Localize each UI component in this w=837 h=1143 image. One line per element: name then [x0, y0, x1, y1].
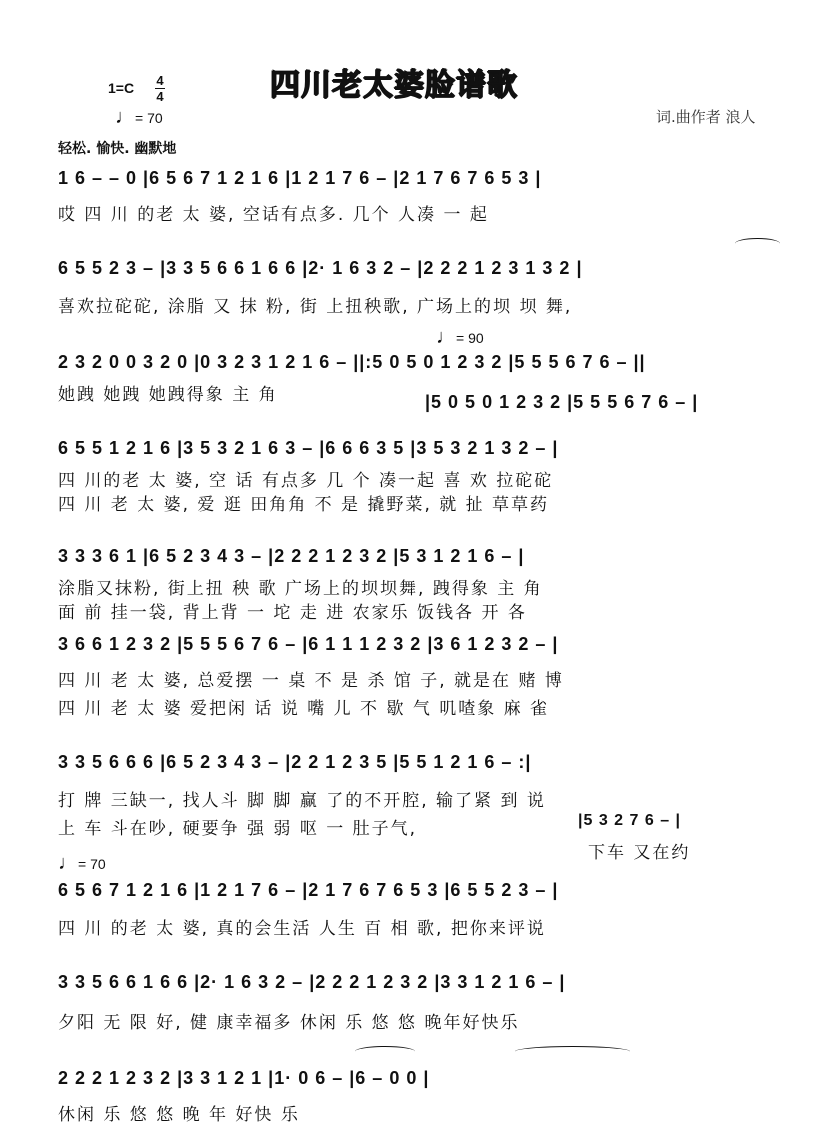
- notation-line-9: 3 3 5 6 6 1 6 6 |2· 1 6 3 2 – |2 2 2 1 2 3 2 |3 3 1 2 1 6 – |: [58, 972, 566, 992]
- tempo-marking-change-1: ♩= 90: [436, 326, 484, 348]
- notation-line-8: 6 5 6 7 1 2 1 6 |1 2 1 7 6 – |2 1 7 6 7 6 5 3 |6 5 5 2 3 – |: [58, 880, 559, 900]
- lyrics-line-2: 喜欢拉砣砣, 涂脂 又 抹 粉, 街 上扭秧歌, 广场上的坝 坝 舞,: [58, 297, 573, 317]
- time-signature: [155, 74, 165, 103]
- notation-line-2: 6 5 5 2 3 – |3 3 5 6 6 1 6 6 |2· 1 6 3 2 – |2 2 2 1 2 3 1 3 2 |: [58, 258, 583, 278]
- time-signature-bottom: 4: [156, 89, 164, 104]
- tempo-marking-initial: ♩= 70: [115, 106, 163, 128]
- notation-line-6: 3 6 6 1 2 3 2 |5 5 5 6 7 6 – |6 1 1 1 2 3 2 |3 6 1 2 3 2 – |: [58, 634, 559, 654]
- lyrics-line-8: 四 川 的老 太 婆, 真的会生活 人生 百 相 歌, 把你来评说: [58, 919, 546, 939]
- quarter-note-icon: ♩: [436, 326, 456, 348]
- page-title: 四川老太婆脸谱歌: [270, 68, 518, 103]
- key-signature: 1=C: [108, 80, 135, 96]
- lyrics-line-5b: 面 前 挂一袋, 背上背 一 坨 走 进 农家乐 饭钱各 开 各: [58, 603, 527, 623]
- lyrics-line-10: 休闲 乐 悠 悠 晚 年 好快 乐: [58, 1105, 300, 1125]
- time-signature-top: 4: [156, 73, 164, 88]
- lyrics-line-5a: 涂脂又抹粉, 街上扭 秧 歌 广场上的坝坝舞, 跩得象 主 角: [58, 579, 543, 599]
- expression-marking: 轻松. 愉快. 幽默地: [58, 141, 177, 157]
- lyrics-line-7a: 打 牌 三缺一, 找人斗 脚 脚 赢 了的不开腔, 输了紧 到 说: [58, 791, 546, 811]
- quarter-note-icon: ♩: [115, 106, 135, 128]
- quarter-note-icon: ♩: [58, 852, 78, 874]
- lyrics-line-6b: 四 川 老 太 婆 爱把闲 话 说 嘴 儿 不 歇 气 叽喳象 麻 雀: [58, 699, 550, 719]
- notation-line-4: 6 5 5 1 2 1 6 |3 5 3 2 1 6 3 – |6 6 6 3 5 |3 5 3 2 1 3 2 – |: [58, 438, 559, 458]
- lyrics-line-4b: 四 川 老 太 婆, 爱 逛 田角角 不 是 撬野菜, 就 扯 草草药: [58, 495, 550, 515]
- notation-line-7: 3 3 5 6 6 6 |6 5 2 3 4 3 – |2 2 1 2 3 5 |5 5 1 2 1 6 – :|: [58, 752, 532, 772]
- notation-line-7-alt: |5 3 2 7 6 – |: [578, 812, 682, 829]
- lyrics-line-3: 她跩 她跩 她跩得象 主 角: [58, 385, 278, 405]
- lyrics-line-7c: 下车 又在约: [588, 843, 691, 863]
- notation-line-5: 3 3 3 6 1 |6 5 2 3 4 3 – |2 2 2 1 2 3 2 |5 3 1 2 1 6 – |: [58, 546, 525, 566]
- notation-line-3-alt: |5 0 5 0 1 2 3 2 |5 5 5 6 7 6 – |: [425, 392, 699, 412]
- lyrics-line-1: 哎 四 川 的老 太 婆, 空话有点多. 几个 人凑 一 起: [58, 205, 489, 225]
- lyrics-line-7b: 上 车 斗在吵, 硬要争 强 弱 呕 一 肚子气,: [58, 819, 418, 839]
- tempo-marking-change-2: ♩= 70: [58, 852, 106, 874]
- notation-line-10: 2 2 2 1 2 3 2 |3 3 1 2 1 |1· 0 6 – |6 – 0 0 |: [58, 1068, 430, 1088]
- notation-line-1: 1 6 – – 0 |6 5 6 7 1 2 1 6 |1 2 1 7 6 – |2 1 7 6 7 6 5 3 |: [58, 168, 542, 188]
- lyrics-line-6a: 四 川 老 太 婆, 总爱摆 一 桌 不 是 杀 馆 子, 就是在 赌 博: [58, 671, 564, 691]
- composer-credit: 词.曲作者 浪人: [656, 108, 756, 126]
- notation-line-3: 2 3 2 0 0 3 2 0 |0 3 2 3 1 2 1 6 – ||:5 0 5 0 1 2 3 2 |5 5 5 6 7 6 – ||: [58, 352, 646, 372]
- lyrics-line-9: 夕阳 无 限 好, 健 康幸福多 休闲 乐 悠 悠 晚年好快乐: [58, 1013, 520, 1033]
- lyrics-line-4a: 四 川的老 太 婆, 空 话 有点多 几 个 凑一起 喜 欢 拉砣砣: [58, 471, 554, 491]
